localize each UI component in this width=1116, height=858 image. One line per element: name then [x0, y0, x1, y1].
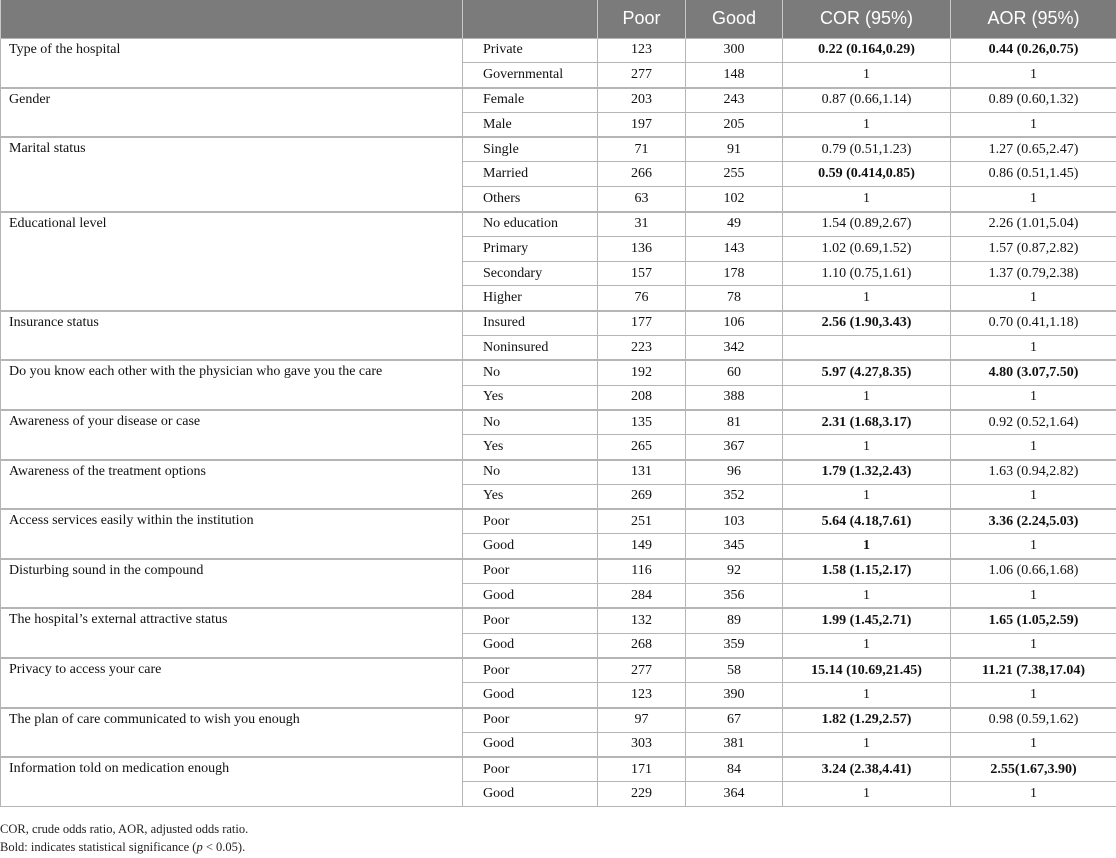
good-count-cell: 84 [686, 757, 783, 782]
header-poor: Poor [598, 0, 686, 38]
good-count-cell: 255 [686, 162, 783, 187]
variable-name-cell: Insurance status [1, 311, 463, 361]
footnote-bold [0, 838, 248, 856]
cor-value-cell: 5.97 (4.27,8.35) [783, 360, 951, 385]
table-footnotes [0, 820, 248, 856]
cor-value-cell: 1.99 (1.45,2.71) [783, 608, 951, 633]
cor-value-cell: 1.58 (1.15,2.17) [783, 559, 951, 584]
cor-value-cell: 1 [783, 63, 951, 88]
header-good: Good [686, 0, 783, 38]
aor-value-cell: 1 [951, 336, 1116, 361]
header-aor: AOR (95%) [951, 0, 1116, 38]
category-level-cell: Good [463, 584, 598, 609]
cor-value-cell: 1.82 (1.29,2.57) [783, 708, 951, 733]
aor-value-cell: 3.36 (2.24,5.03) [951, 509, 1116, 534]
good-count-cell: 102 [686, 187, 783, 212]
aor-value-cell: 1 [951, 782, 1116, 807]
aor-value-cell: 1.37 (0.79,2.38) [951, 261, 1116, 286]
good-count-cell: 381 [686, 732, 783, 757]
poor-count-cell: 268 [598, 633, 686, 658]
poor-count-cell: 277 [598, 63, 686, 88]
category-level-cell: Single [463, 137, 598, 162]
good-count-cell: 78 [686, 286, 783, 311]
cor-value-cell: 0.87 (0.66,1.14) [783, 88, 951, 113]
table-row [1, 460, 1116, 485]
good-count-cell: 103 [686, 509, 783, 534]
table-row [1, 708, 1116, 733]
good-count-cell: 178 [686, 261, 783, 286]
category-level-cell: No [463, 410, 598, 435]
category-level-cell: Higher [463, 286, 598, 311]
table-row [1, 509, 1116, 534]
good-count-cell: 300 [686, 38, 783, 63]
aor-value-cell: 1 [951, 385, 1116, 410]
header-cor: COR (95%) [783, 0, 951, 38]
category-level-cell: Good [463, 732, 598, 757]
variable-name-cell: Information told on medication enough [1, 757, 463, 807]
good-count-cell: 58 [686, 658, 783, 683]
cor-value-cell: 1 [783, 683, 951, 708]
aor-value-cell: 1.63 (0.94,2.82) [951, 460, 1116, 485]
aor-value-cell: 1.06 (0.66,1.68) [951, 559, 1116, 584]
header-variable [1, 0, 463, 38]
good-count-cell: 143 [686, 236, 783, 261]
category-level-cell: Male [463, 112, 598, 137]
table-row [1, 608, 1116, 633]
poor-count-cell: 116 [598, 559, 686, 584]
poor-count-cell: 76 [598, 286, 686, 311]
category-level-cell: Secondary [463, 261, 598, 286]
category-level-cell: Poor [463, 608, 598, 633]
cor-value-cell: 3.24 (2.38,4.41) [783, 757, 951, 782]
aor-value-cell: 1.65 (1.05,2.59) [951, 608, 1116, 633]
poor-count-cell: 197 [598, 112, 686, 137]
poor-count-cell: 223 [598, 336, 686, 361]
poor-count-cell: 284 [598, 584, 686, 609]
poor-count-cell: 171 [598, 757, 686, 782]
footnote-bold-suffix: < 0.05). [202, 840, 246, 854]
category-level-cell: Private [463, 38, 598, 63]
category-level-cell: Yes [463, 385, 598, 410]
category-level-cell: Good [463, 633, 598, 658]
cor-value-cell: 1.54 (0.89,2.67) [783, 212, 951, 237]
aor-value-cell: 4.80 (3.07,7.50) [951, 360, 1116, 385]
table-row [1, 88, 1116, 113]
variable-name-cell: The plan of care communicated to wish you enough [1, 708, 463, 758]
good-count-cell: 243 [686, 88, 783, 113]
good-count-cell: 148 [686, 63, 783, 88]
poor-count-cell: 208 [598, 385, 686, 410]
table-row [1, 410, 1116, 435]
category-level-cell: No education [463, 212, 598, 237]
variable-name-cell: Privacy to access your care [1, 658, 463, 708]
poor-count-cell: 149 [598, 534, 686, 559]
category-level-cell: Noninsured [463, 336, 598, 361]
good-count-cell: 388 [686, 385, 783, 410]
good-count-cell: 96 [686, 460, 783, 485]
good-count-cell: 342 [686, 336, 783, 361]
good-count-cell: 81 [686, 410, 783, 435]
category-level-cell: Poor [463, 757, 598, 782]
good-count-cell: 356 [686, 584, 783, 609]
poor-count-cell: 157 [598, 261, 686, 286]
poor-count-cell: 265 [598, 435, 686, 460]
poor-count-cell: 123 [598, 683, 686, 708]
aor-value-cell: 0.89 (0.60,1.32) [951, 88, 1116, 113]
variable-name-cell: Disturbing sound in the compound [1, 559, 463, 609]
variable-name-cell: Gender [1, 88, 463, 138]
footnote-p-symbol: p [196, 840, 203, 854]
cor-value-cell: 1 [783, 286, 951, 311]
table-body [1, 38, 1116, 807]
poor-count-cell: 266 [598, 162, 686, 187]
good-count-cell: 367 [686, 435, 783, 460]
poor-count-cell: 269 [598, 484, 686, 509]
category-level-cell: Primary [463, 236, 598, 261]
aor-value-cell: 1 [951, 63, 1116, 88]
cor-value-cell: 0.22 (0.164,0.29) [783, 38, 951, 63]
poor-count-cell: 135 [598, 410, 686, 435]
category-level-cell: Governmental [463, 63, 598, 88]
category-level-cell: Married [463, 162, 598, 187]
aor-value-cell: 1 [951, 683, 1116, 708]
good-count-cell: 205 [686, 112, 783, 137]
good-count-cell: 92 [686, 559, 783, 584]
good-count-cell: 390 [686, 683, 783, 708]
cor-value-cell: 1 [783, 633, 951, 658]
poor-count-cell: 177 [598, 311, 686, 336]
poor-count-cell: 71 [598, 137, 686, 162]
variable-name-cell: Type of the hospital [1, 38, 463, 88]
cor-value-cell: 1 [783, 112, 951, 137]
table-row [1, 360, 1116, 385]
aor-value-cell: 0.44 (0.26,0.75) [951, 38, 1116, 63]
category-level-cell: No [463, 460, 598, 485]
poor-count-cell: 132 [598, 608, 686, 633]
poor-count-cell: 131 [598, 460, 686, 485]
aor-value-cell: 0.98 (0.59,1.62) [951, 708, 1116, 733]
good-count-cell: 359 [686, 633, 783, 658]
cor-value-cell [783, 336, 951, 361]
table-row [1, 38, 1116, 63]
aor-value-cell: 1 [951, 187, 1116, 212]
cor-value-cell: 1 [783, 435, 951, 460]
variable-name-cell: Do you know each other with the physician who gave you the care [1, 360, 463, 410]
aor-value-cell: 2.55(1.67,3.90) [951, 757, 1116, 782]
variable-name-cell: Access services easily within the institution [1, 509, 463, 559]
footnote-bold-prefix: Bold: indicates statistical significance ( [0, 840, 197, 854]
table-row [1, 311, 1116, 336]
poor-count-cell: 31 [598, 212, 686, 237]
poor-count-cell: 192 [598, 360, 686, 385]
category-level-cell: Yes [463, 435, 598, 460]
aor-value-cell: 11.21 (7.38,17.04) [951, 658, 1116, 683]
good-count-cell: 60 [686, 360, 783, 385]
table-row [1, 757, 1116, 782]
cor-value-cell: 2.56 (1.90,3.43) [783, 311, 951, 336]
aor-value-cell: 1 [951, 732, 1116, 757]
cor-value-cell: 1 [783, 782, 951, 807]
category-level-cell: Poor [463, 509, 598, 534]
good-count-cell: 91 [686, 137, 783, 162]
category-level-cell: Yes [463, 484, 598, 509]
aor-value-cell: 1 [951, 633, 1116, 658]
table-row [1, 559, 1116, 584]
aor-value-cell: 1 [951, 584, 1116, 609]
variable-name-cell: Awareness of your disease or case [1, 410, 463, 460]
category-level-cell: Good [463, 782, 598, 807]
good-count-cell: 352 [686, 484, 783, 509]
category-level-cell: Poor [463, 559, 598, 584]
category-level-cell: No [463, 360, 598, 385]
cor-value-cell: 1 [783, 732, 951, 757]
aor-value-cell: 1 [951, 112, 1116, 137]
cor-value-cell: 1 [783, 187, 951, 212]
variable-name-cell: Educational level [1, 212, 463, 311]
category-level-cell: Poor [463, 708, 598, 733]
aor-value-cell: 1 [951, 484, 1116, 509]
good-count-cell: 364 [686, 782, 783, 807]
table-header-row [1, 0, 1116, 38]
aor-value-cell: 0.70 (0.41,1.18) [951, 311, 1116, 336]
poor-count-cell: 303 [598, 732, 686, 757]
poor-count-cell: 63 [598, 187, 686, 212]
poor-count-cell: 229 [598, 782, 686, 807]
cor-value-cell: 0.59 (0.414,0.85) [783, 162, 951, 187]
category-level-cell: Others [463, 187, 598, 212]
category-level-cell: Poor [463, 658, 598, 683]
aor-value-cell: 0.92 (0.52,1.64) [951, 410, 1116, 435]
footnote-abbreviations: COR, crude odds ratio, AOR, adjusted odds ratio. [0, 822, 249, 836]
good-count-cell: 345 [686, 534, 783, 559]
cor-value-cell: 0.79 (0.51,1.23) [783, 137, 951, 162]
aor-value-cell: 1.27 (0.65,2.47) [951, 137, 1116, 162]
table-row [1, 137, 1116, 162]
category-level-cell: Insured [463, 311, 598, 336]
category-level-cell: Female [463, 88, 598, 113]
cor-value-cell: 1 [783, 385, 951, 410]
aor-value-cell: 1 [951, 534, 1116, 559]
poor-count-cell: 277 [598, 658, 686, 683]
cor-value-cell: 1.10 (0.75,1.61) [783, 261, 951, 286]
cor-value-cell: 2.31 (1.68,3.17) [783, 410, 951, 435]
cor-value-cell: 15.14 (10.69,21.45) [783, 658, 951, 683]
aor-value-cell: 1.57 (0.87,2.82) [951, 236, 1116, 261]
good-count-cell: 106 [686, 311, 783, 336]
good-count-cell: 89 [686, 608, 783, 633]
table-row [1, 658, 1116, 683]
poor-count-cell: 203 [598, 88, 686, 113]
cor-value-cell: 1.02 (0.69,1.52) [783, 236, 951, 261]
aor-value-cell: 1 [951, 286, 1116, 311]
aor-value-cell: 1 [951, 435, 1116, 460]
cor-value-cell: 1 [783, 484, 951, 509]
poor-count-cell: 123 [598, 38, 686, 63]
variable-name-cell: The hospital’s external attractive status [1, 608, 463, 658]
cor-value-cell: 1.79 (1.32,2.43) [783, 460, 951, 485]
category-level-cell: Good [463, 683, 598, 708]
variable-name-cell: Awareness of the treatment options [1, 460, 463, 510]
poor-count-cell: 136 [598, 236, 686, 261]
header-level [463, 0, 598, 38]
category-level-cell: Good [463, 534, 598, 559]
good-count-cell: 67 [686, 708, 783, 733]
cor-value-cell: 1 [783, 584, 951, 609]
variable-name-cell: Marital status [1, 137, 463, 211]
cor-value-cell: 5.64 (4.18,7.61) [783, 509, 951, 534]
poor-count-cell: 251 [598, 509, 686, 534]
cor-value-cell: 1 [783, 534, 951, 559]
good-count-cell: 49 [686, 212, 783, 237]
aor-value-cell: 0.86 (0.51,1.45) [951, 162, 1116, 187]
poor-count-cell: 97 [598, 708, 686, 733]
aor-value-cell: 2.26 (1.01,5.04) [951, 212, 1116, 237]
table-row [1, 212, 1116, 237]
